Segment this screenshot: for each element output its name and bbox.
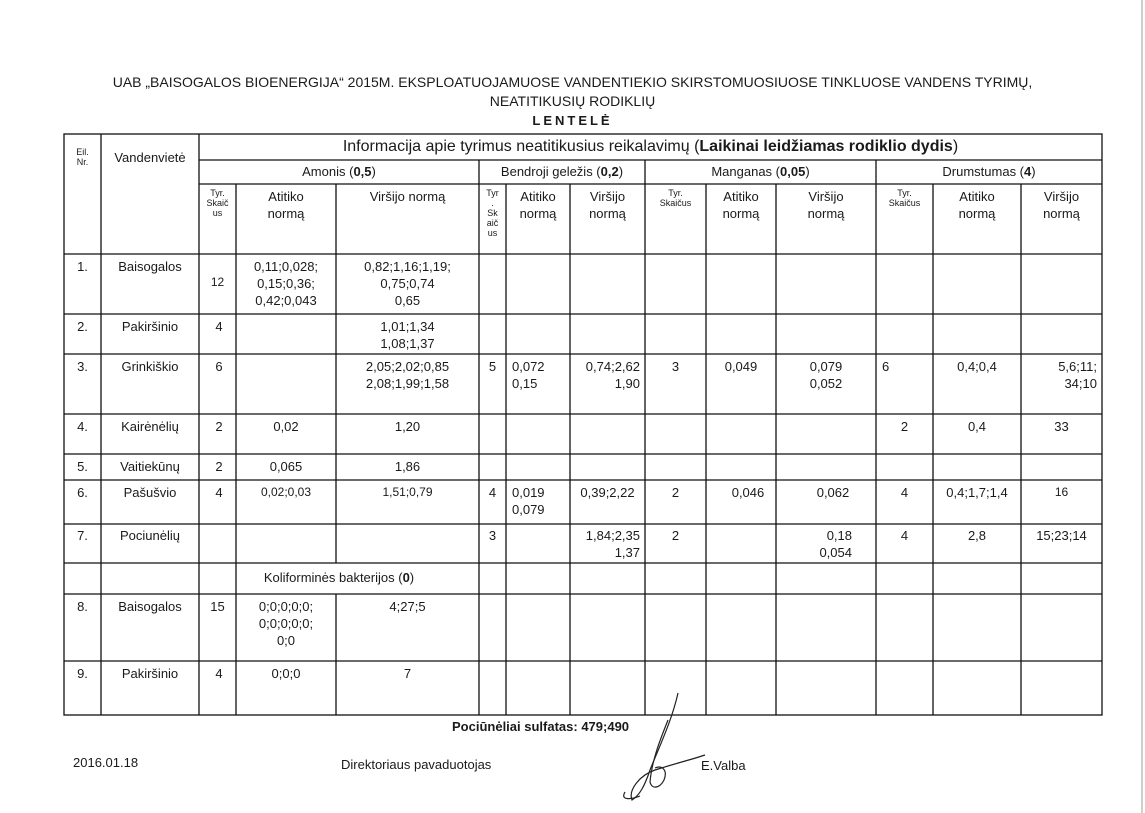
table-row-name: Baisogalos: [118, 599, 182, 614]
subheader-atitiko-gelezis: Atitiko normą: [519, 189, 557, 221]
table-cell: 0,74;2,62 1,90: [585, 359, 640, 391]
table-row-no: 8.: [77, 599, 88, 614]
table-cell: 0,065: [269, 459, 303, 474]
table-cell: 0,11;0,028; 0,15;0,36; 0,42;0,043: [253, 259, 319, 308]
table-cell: 5,6;11; 34;10: [1058, 359, 1097, 391]
table-cell: 4: [900, 528, 909, 543]
table-row-no: 5.: [77, 459, 88, 474]
table-cell: 0,18 0,054: [819, 528, 852, 560]
document-subtitle: NEATITIKUSIŲ RODIKLIŲ: [489, 93, 656, 109]
group-header-amonis: Amonis (0,5): [302, 164, 376, 179]
col-header-source: Vandenvietė: [114, 150, 186, 165]
table-cell: 2,05;2,02;0,85 2,08;1,99;1,58: [365, 359, 450, 391]
table-row-no: 4.: [77, 419, 88, 434]
table-cell: 33: [1054, 419, 1069, 434]
table-row-name: Pociunėlių: [120, 528, 180, 543]
subheader-virsijo-amonis: Viršijo normą: [369, 189, 446, 204]
group-header-manganas: Manganas (0,05): [711, 164, 810, 179]
table-cell: 3: [671, 359, 680, 374]
document-heading: LENTELĖ: [532, 113, 613, 128]
table-cell: 16: [1054, 485, 1069, 499]
table-cell: 0,02: [273, 419, 299, 434]
table-cell: 1,51;0,79: [382, 485, 433, 499]
table-cell: 1,01;1,34 1,08;1,37: [380, 319, 435, 351]
table-row-name: Pakiršinio: [121, 319, 179, 334]
table-cell: 12: [210, 275, 225, 289]
table-cell: 2: [900, 419, 909, 434]
subheader-atitiko-amonis: Atitiko normą: [267, 189, 305, 221]
table-cell: 7: [403, 666, 412, 681]
table-cell: 15;23;14: [1036, 528, 1087, 543]
table-cell: 4: [215, 666, 223, 681]
table-row-name: Pašušvio: [123, 485, 177, 500]
table-cell: 2: [671, 485, 680, 500]
table-cell: 2,8: [967, 528, 987, 543]
table-cell: 0,4;0,4: [957, 359, 997, 374]
table-cell: 0;0;0: [271, 666, 301, 681]
table-cell: 4: [488, 485, 497, 500]
subheader-virsijo-gelezis: Viršijo normą: [589, 189, 626, 221]
table-cell: 0,079 0,052: [809, 359, 843, 391]
table-row-name: Vaitiekūnų: [120, 459, 180, 474]
table-cell: 0,4: [967, 419, 987, 434]
table-row-name: Pakiršinio: [121, 666, 179, 681]
table-cell: 0,82;1,16;1,19; 0,75;0,74 0,65: [364, 259, 451, 308]
table-row-name: Kairėnėlių: [121, 419, 179, 434]
table-cell: 0,072 0,15: [512, 359, 545, 391]
table-cell: 1,86: [394, 459, 421, 474]
table-cell: 2: [215, 419, 223, 434]
table-cell: 0,02;0,03: [260, 485, 312, 499]
table-cell: 1,84;2,35 1,37: [585, 528, 640, 560]
col-header-no: Eil. Nr.: [76, 147, 89, 167]
table-cell: 4: [215, 319, 223, 334]
table-cell: 5: [488, 359, 497, 374]
table-cell: 0,062: [816, 485, 850, 500]
info-header: Informacija apie tyrimus neatitikusius reikalavimų (Laikinai leidžiamas rodiklio dydis): [342, 138, 959, 155]
table-cell: 0,046: [731, 485, 765, 500]
subheader-tyr-gelezis: Tyr . Sk aič us: [486, 188, 499, 238]
subheader-virsijo-manganas: Viršijo normą: [807, 189, 845, 221]
table-row-no: 1.: [77, 259, 88, 274]
table-cell: 3: [488, 528, 497, 543]
table-cell: 15: [210, 599, 225, 614]
footer-date: 2016.01.18: [73, 755, 139, 770]
table-row-no: 6.: [77, 485, 88, 500]
table-row-no: 9.: [77, 666, 88, 681]
table-cell: 4: [215, 485, 223, 500]
koliform-header: Koliforminės bakterijos (0): [263, 570, 415, 585]
subheader-tyr-manganas: Tyr. Skaičus: [659, 188, 692, 208]
table-cell: 6: [882, 359, 890, 374]
subheader-tyr-drumstumas: Tyr. Skaičus: [888, 188, 921, 208]
signature-mark: [624, 693, 705, 800]
subheader-atitiko-manganas: Atitiko normą: [722, 189, 760, 221]
footer-signer: E.Valba: [701, 758, 746, 773]
table-cell: 1,20: [394, 419, 421, 434]
footer-note: Pociūnėliai sulfatas: 479;490: [452, 719, 630, 734]
table-cell: 0,39;2,22: [580, 485, 635, 500]
group-header-gelezis: Bendroji geležis (0,2): [500, 164, 624, 179]
group-header-drumstumas: Drumstumas (4): [942, 164, 1036, 179]
subheader-atitiko-drumstumas: Atitiko normą: [958, 189, 996, 221]
table-cell: 0,049: [724, 359, 758, 374]
table-cell: 2: [671, 528, 680, 543]
table-cell: 0,019 0,079: [512, 485, 545, 517]
table-row-name: Baisogalos: [118, 259, 182, 274]
table-cell: 4: [900, 485, 909, 500]
table-cell: 6: [215, 359, 223, 374]
table-row-name: Grinkiškio: [121, 359, 179, 374]
document-title: UAB „BAISOGALOS BIOENERGIJA“ 2015M. EKSPLOATUOJAMUOSE VANDENTIEKIO SKIRSTOMUOSIUOSE TINKLUOSE VANDENS TYRIMŲ,: [112, 74, 1033, 90]
page-edge: [1141, 0, 1143, 813]
table-row-no: 2.: [77, 319, 88, 334]
table-cell: 2: [215, 459, 223, 474]
subheader-virsijo-drumstumas: Viršijo normą: [1043, 189, 1080, 221]
table-cell: 0,4;1,7;1,4: [946, 485, 1008, 500]
subheader-tyr-amonis: Tyr. Skaič us: [206, 188, 229, 218]
footer-position: Direktoriaus pavaduotojas: [341, 757, 492, 772]
table-row-no: 7.: [77, 528, 88, 543]
table-cell: 0;0;0;0;0; 0;0;0;0;0; 0;0: [258, 599, 314, 648]
table-cell: 4;27;5: [389, 599, 426, 614]
table-row-no: 3.: [77, 359, 88, 374]
